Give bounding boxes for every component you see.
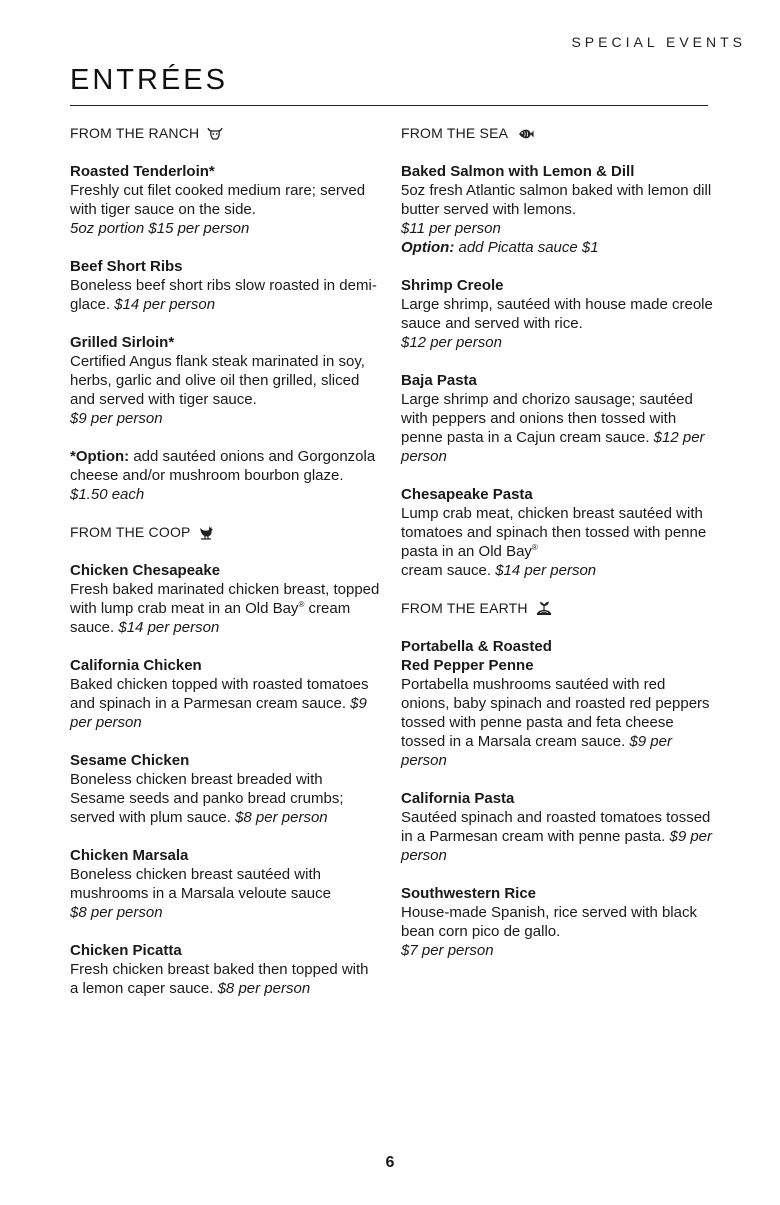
rooster-icon <box>199 525 215 540</box>
item-description: Baked chicken topped with roasted tomatoes and spinach in a Parmesan cream sauce. <box>70 676 369 712</box>
item-description: House-made Spanish, rice served with black bean corn pico de gallo. <box>401 904 697 940</box>
option-text: add Picatta sauce $1 <box>458 239 599 256</box>
option-label: Option: <box>401 239 455 256</box>
fish-icon <box>518 128 534 140</box>
item-price: $14 per person <box>118 619 220 636</box>
menu-item <box>401 637 716 770</box>
section-heading-label: FROM THE COOP <box>70 524 191 540</box>
item-price: $14 per person <box>495 562 597 579</box>
description-text: Lump crab meat, chicken breast sautéed with tomatoes and spinach then tossed with penne pasta in an Old Bay <box>401 505 707 560</box>
section-heading-label: FROM THE EARTH <box>401 600 528 616</box>
item-price: $8 per person <box>217 980 311 997</box>
item-description: Boneless beef short ribs slow roasted in demi-glace. <box>70 277 377 313</box>
page-title: ENTRÉES <box>70 64 228 96</box>
item-price: $11 per person <box>401 220 501 237</box>
item-description: Fresh chicken breast baked then topped with a lemon caper sauce. <box>70 961 369 997</box>
item-name: Chicken Chesapeake <box>70 562 221 579</box>
item-name: Chesapeake Pasta <box>401 486 533 503</box>
menu-item <box>70 561 380 637</box>
item-name: Baked Salmon with Lemon & Dill <box>401 163 635 180</box>
item-price: $8 per person <box>70 904 163 921</box>
title-divider <box>70 105 708 106</box>
item-price: $12 per person <box>401 429 705 465</box>
description-text: Fresh baked marinated chicken breast, topped with lump crab meat in an Old Bay <box>70 581 380 617</box>
item-description: Freshly cut filet cooked medium rare; served with tiger sauce on the side. <box>70 182 366 218</box>
menu-item <box>401 884 716 960</box>
item-price: $9 per person <box>401 828 713 864</box>
item-description: Sautéed spinach and roasted tomatoes tossed in a Parmesan cream with penne pasta. <box>401 809 711 845</box>
menu-item <box>70 162 380 238</box>
item-name: Red Pepper Penne <box>401 657 534 674</box>
item-name: Baja Pasta <box>401 372 477 389</box>
menu-item <box>70 941 380 998</box>
item-name: Chicken Picatta <box>70 942 182 959</box>
option-price: $1.50 each <box>70 486 145 503</box>
item-name: Grilled Sirloin* <box>70 334 175 351</box>
menu-item <box>401 485 716 580</box>
registered-mark: ® <box>531 543 538 552</box>
section-heading-label: FROM THE RANCH <box>70 125 200 141</box>
running-head: SPECIAL EVENTS <box>571 34 746 50</box>
description-text: cream sauce. <box>70 600 351 636</box>
section-heading-sea <box>401 124 716 143</box>
menu-item <box>401 276 716 352</box>
item-price: $12 per person <box>401 334 502 351</box>
menu-item <box>70 846 380 922</box>
item-price: $9 per person <box>401 733 672 769</box>
page-number: 6 <box>385 1154 395 1171</box>
item-name: California Pasta <box>401 790 515 807</box>
description-text: cream sauce. <box>401 562 492 579</box>
item-description: Certified Angus flank steak marinated in soy, herbs, garlic and olive oil then grilled, sliced and served with tiger sauce. <box>70 353 365 408</box>
cow-head-icon <box>207 127 223 141</box>
item-price: $7 per person <box>401 942 494 959</box>
item-price: $9 per person <box>70 695 367 731</box>
item-description: 5oz fresh Atlantic salmon baked with lemon dill butter served with lemons. <box>401 182 712 218</box>
menu-item <box>70 257 380 314</box>
ranch-option <box>70 447 380 504</box>
item-name: Sesame Chicken <box>70 752 190 769</box>
item-description: Boneless chicken breast breaded with Sesame seeds and panko bread crumbs; served with plum sauce. <box>70 771 344 826</box>
registered-mark: ® <box>298 600 305 609</box>
option-label: *Option: <box>70 448 130 465</box>
menu-item <box>401 371 716 466</box>
item-name: Shrimp Creole <box>401 277 504 294</box>
item-name: Southwestern Rice <box>401 885 537 902</box>
section-heading-coop <box>70 523 380 542</box>
item-description: Boneless chicken breast sautéed with mushrooms in a Marsala veloute sauce <box>70 866 331 902</box>
menu-item <box>70 333 380 428</box>
section-heading-ranch <box>70 124 380 143</box>
menu-item <box>401 789 716 865</box>
item-price: $14 per person <box>114 296 216 313</box>
item-name: Roasted Tenderloin* <box>70 163 215 180</box>
item-name: California Chicken <box>70 657 202 674</box>
item-description <box>70 581 379 636</box>
item-name: Chicken Marsala <box>70 847 189 864</box>
item-description: Portabella mushrooms sautéed with red onions, baby spinach and roasted red peppers tossed with penne pasta and feta cheese tossed in a Marsala cream sauce. <box>401 676 710 750</box>
option-description: add sautéed onions and Gorgonzola cheese and/or mushroom bourbon glaze. <box>70 448 376 484</box>
item-description: Large shrimp and chorizo sausage; sautéed with peppers and onions then tossed with penne pasta in a Cajun cream sauce. <box>401 391 693 446</box>
menu-item <box>70 656 380 732</box>
section-heading-label: FROM THE SEA <box>401 125 509 141</box>
right-column <box>401 124 716 979</box>
section-heading-earth <box>401 599 716 618</box>
item-description: Large shrimp, sautéed with house made creole sauce and served with rice. <box>401 296 713 332</box>
sprout-icon <box>536 600 552 617</box>
menu-item <box>70 751 380 827</box>
item-name: Beef Short Ribs <box>70 258 183 275</box>
menu-item <box>401 162 716 257</box>
left-column <box>70 124 380 1017</box>
item-name: Portabella & Roasted <box>401 638 552 655</box>
item-price: 5oz portion $15 per person <box>70 220 250 237</box>
item-price: $8 per person <box>235 809 328 826</box>
item-price: $9 per person <box>70 410 163 427</box>
item-option <box>401 238 716 257</box>
